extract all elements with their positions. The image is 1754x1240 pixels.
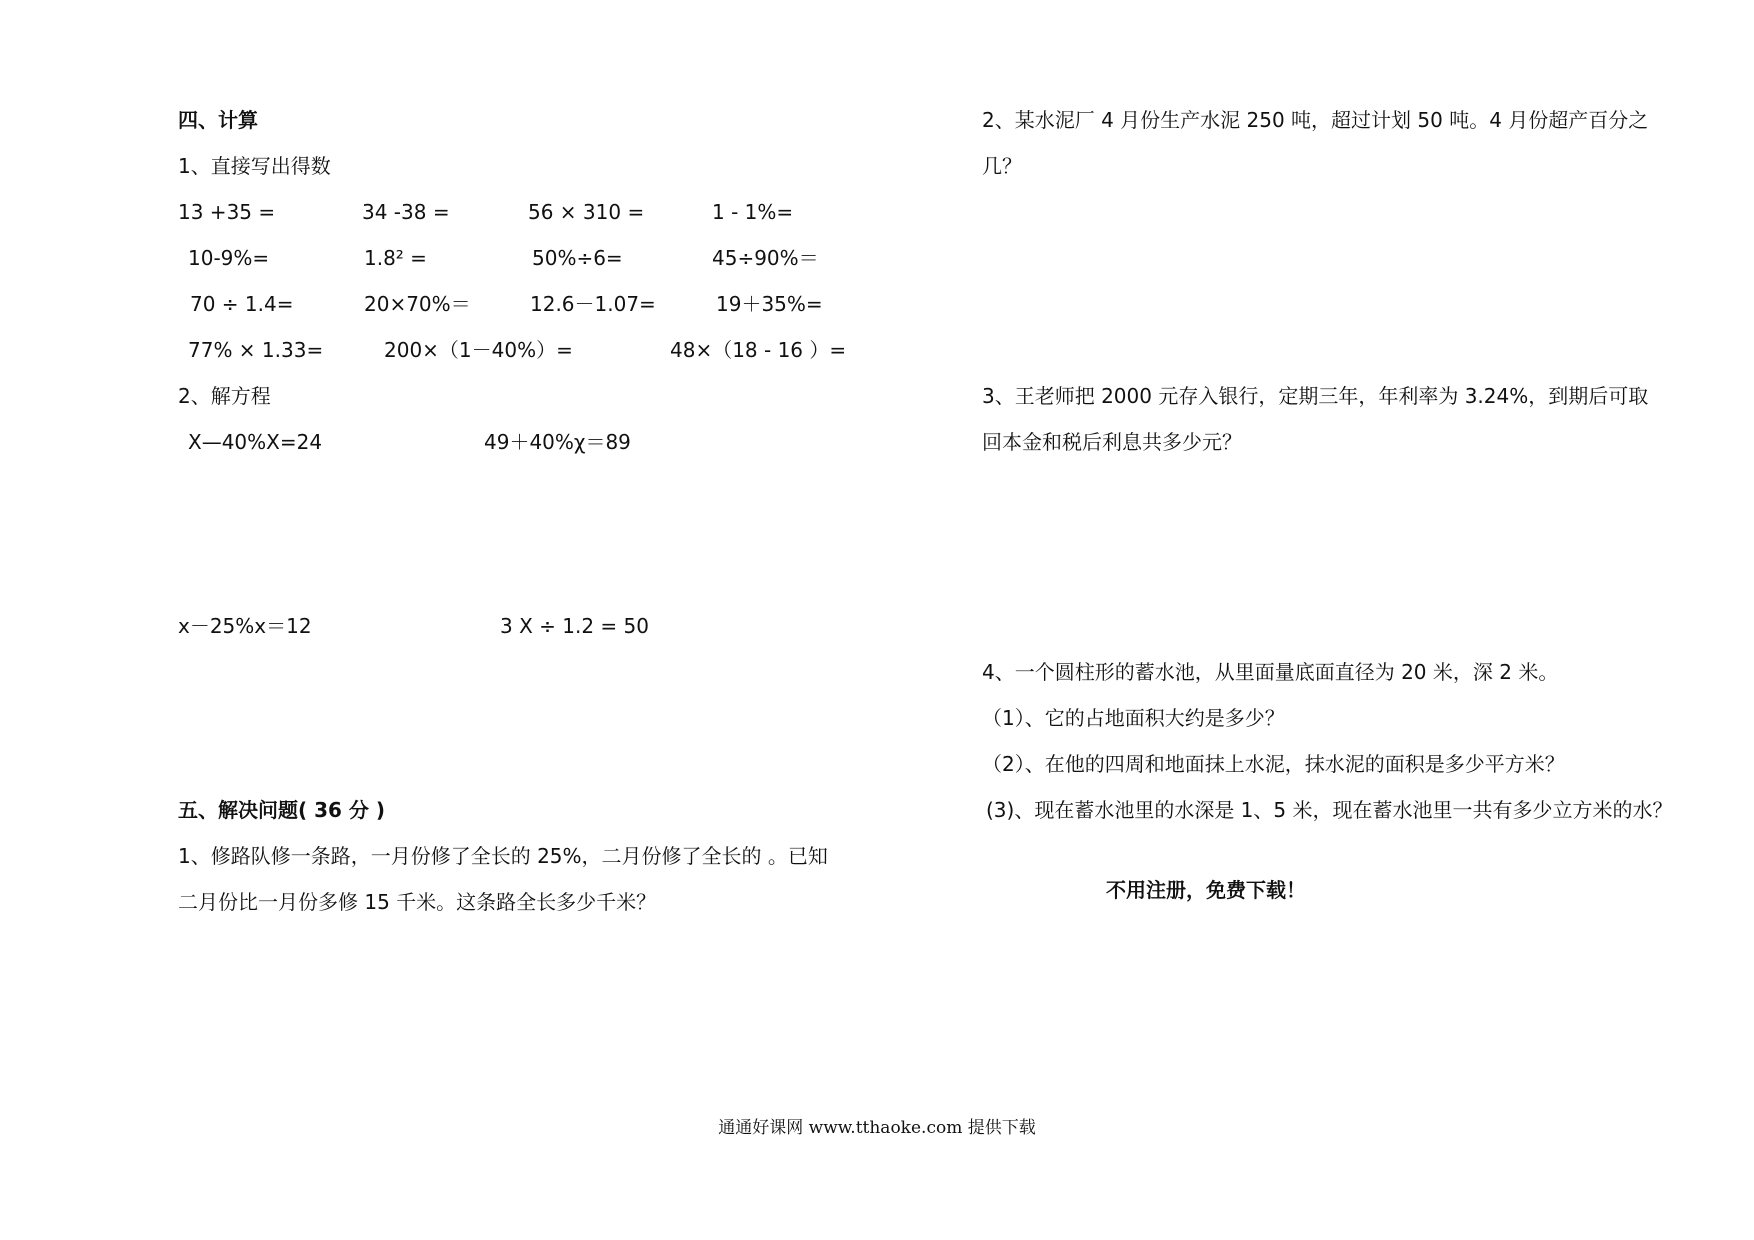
calc-item: 56 × 310 = bbox=[528, 200, 645, 224]
problem-2-line-2: 几？ bbox=[982, 154, 1022, 178]
problem-3-line-2: 回本金和税后利息共多少元？ bbox=[982, 430, 1242, 454]
equation-item: x－25%x＝12 bbox=[178, 614, 312, 638]
promo-text: 不用注册，免费下载！ bbox=[1106, 878, 1306, 902]
calc-item: 20×70%＝ bbox=[364, 292, 471, 316]
calc-item: 77% × 1.33= bbox=[188, 338, 324, 362]
calc-item: 12.6－1.07= bbox=[530, 292, 656, 316]
calc-item: 45÷90%＝ bbox=[712, 246, 819, 270]
equation-item: 3 X ÷ 1.2 = 50 bbox=[500, 614, 649, 638]
calc-item: 19＋35%= bbox=[716, 292, 823, 316]
calc-item: 34 -38 = bbox=[362, 200, 450, 224]
problem-4-sub-1: （1）、它的占地面积大约是多少？ bbox=[982, 706, 1285, 730]
section-4-heading: 四、计算 bbox=[178, 108, 258, 132]
question-2-title: 2、解方程 bbox=[178, 384, 271, 408]
calc-item: 50%÷6= bbox=[532, 246, 623, 270]
calc-item: 1 - 1%= bbox=[712, 200, 794, 224]
calc-item: 200×（1－40%）= bbox=[384, 338, 573, 362]
calc-item: 10-9%= bbox=[188, 246, 270, 270]
problem-4-sub-3: (3)、现在蓄水池里的水深是 1、5 米，现在蓄水池里一共有多少立方米的水？ bbox=[986, 798, 1673, 822]
section-5-heading: 五、解决问题( 36 分 ) bbox=[178, 798, 386, 822]
calc-item: 13 +35 = bbox=[178, 200, 276, 224]
problem-3-line-1: 3、王老师把 2000 元存入银行，定期三年，年利率为 3.24%，到期后可取 bbox=[982, 384, 1649, 408]
calc-item: 1.8² = bbox=[364, 246, 427, 270]
equation-item: X—40%X=24 bbox=[188, 430, 323, 454]
problem-1-line-2: 二月份比一月份多修 15 千米。这条路全长多少千米？ bbox=[178, 890, 657, 914]
question-1-title: 1、直接写出得数 bbox=[178, 154, 331, 178]
calc-item: 70 ÷ 1.4= bbox=[190, 292, 294, 316]
problem-4-line-1: 4、一个圆柱形的蓄水池，从里面量底面直径为 20 米，深 2 米。 bbox=[982, 660, 1559, 684]
footer-credit: 通通好课网 www.tthaoke.com 提供下载 bbox=[718, 1118, 1036, 1138]
calc-item: 48×（18 - 16 ）= bbox=[670, 338, 847, 362]
problem-1-line-1: 1、修路队修一条路，一月份修了全长的 25%，二月份修了全长的 。已知 bbox=[178, 844, 828, 868]
problem-2-line-1: 2、某水泥厂 4 月份生产水泥 250 吨，超过计划 50 吨。4 月份超产百分之 bbox=[982, 108, 1649, 132]
equation-item: 49＋40%χ＝89 bbox=[484, 430, 631, 454]
problem-4-sub-2: （2）、在他的四周和地面抹上水泥，抹水泥的面积是多少平方米？ bbox=[982, 752, 1565, 776]
